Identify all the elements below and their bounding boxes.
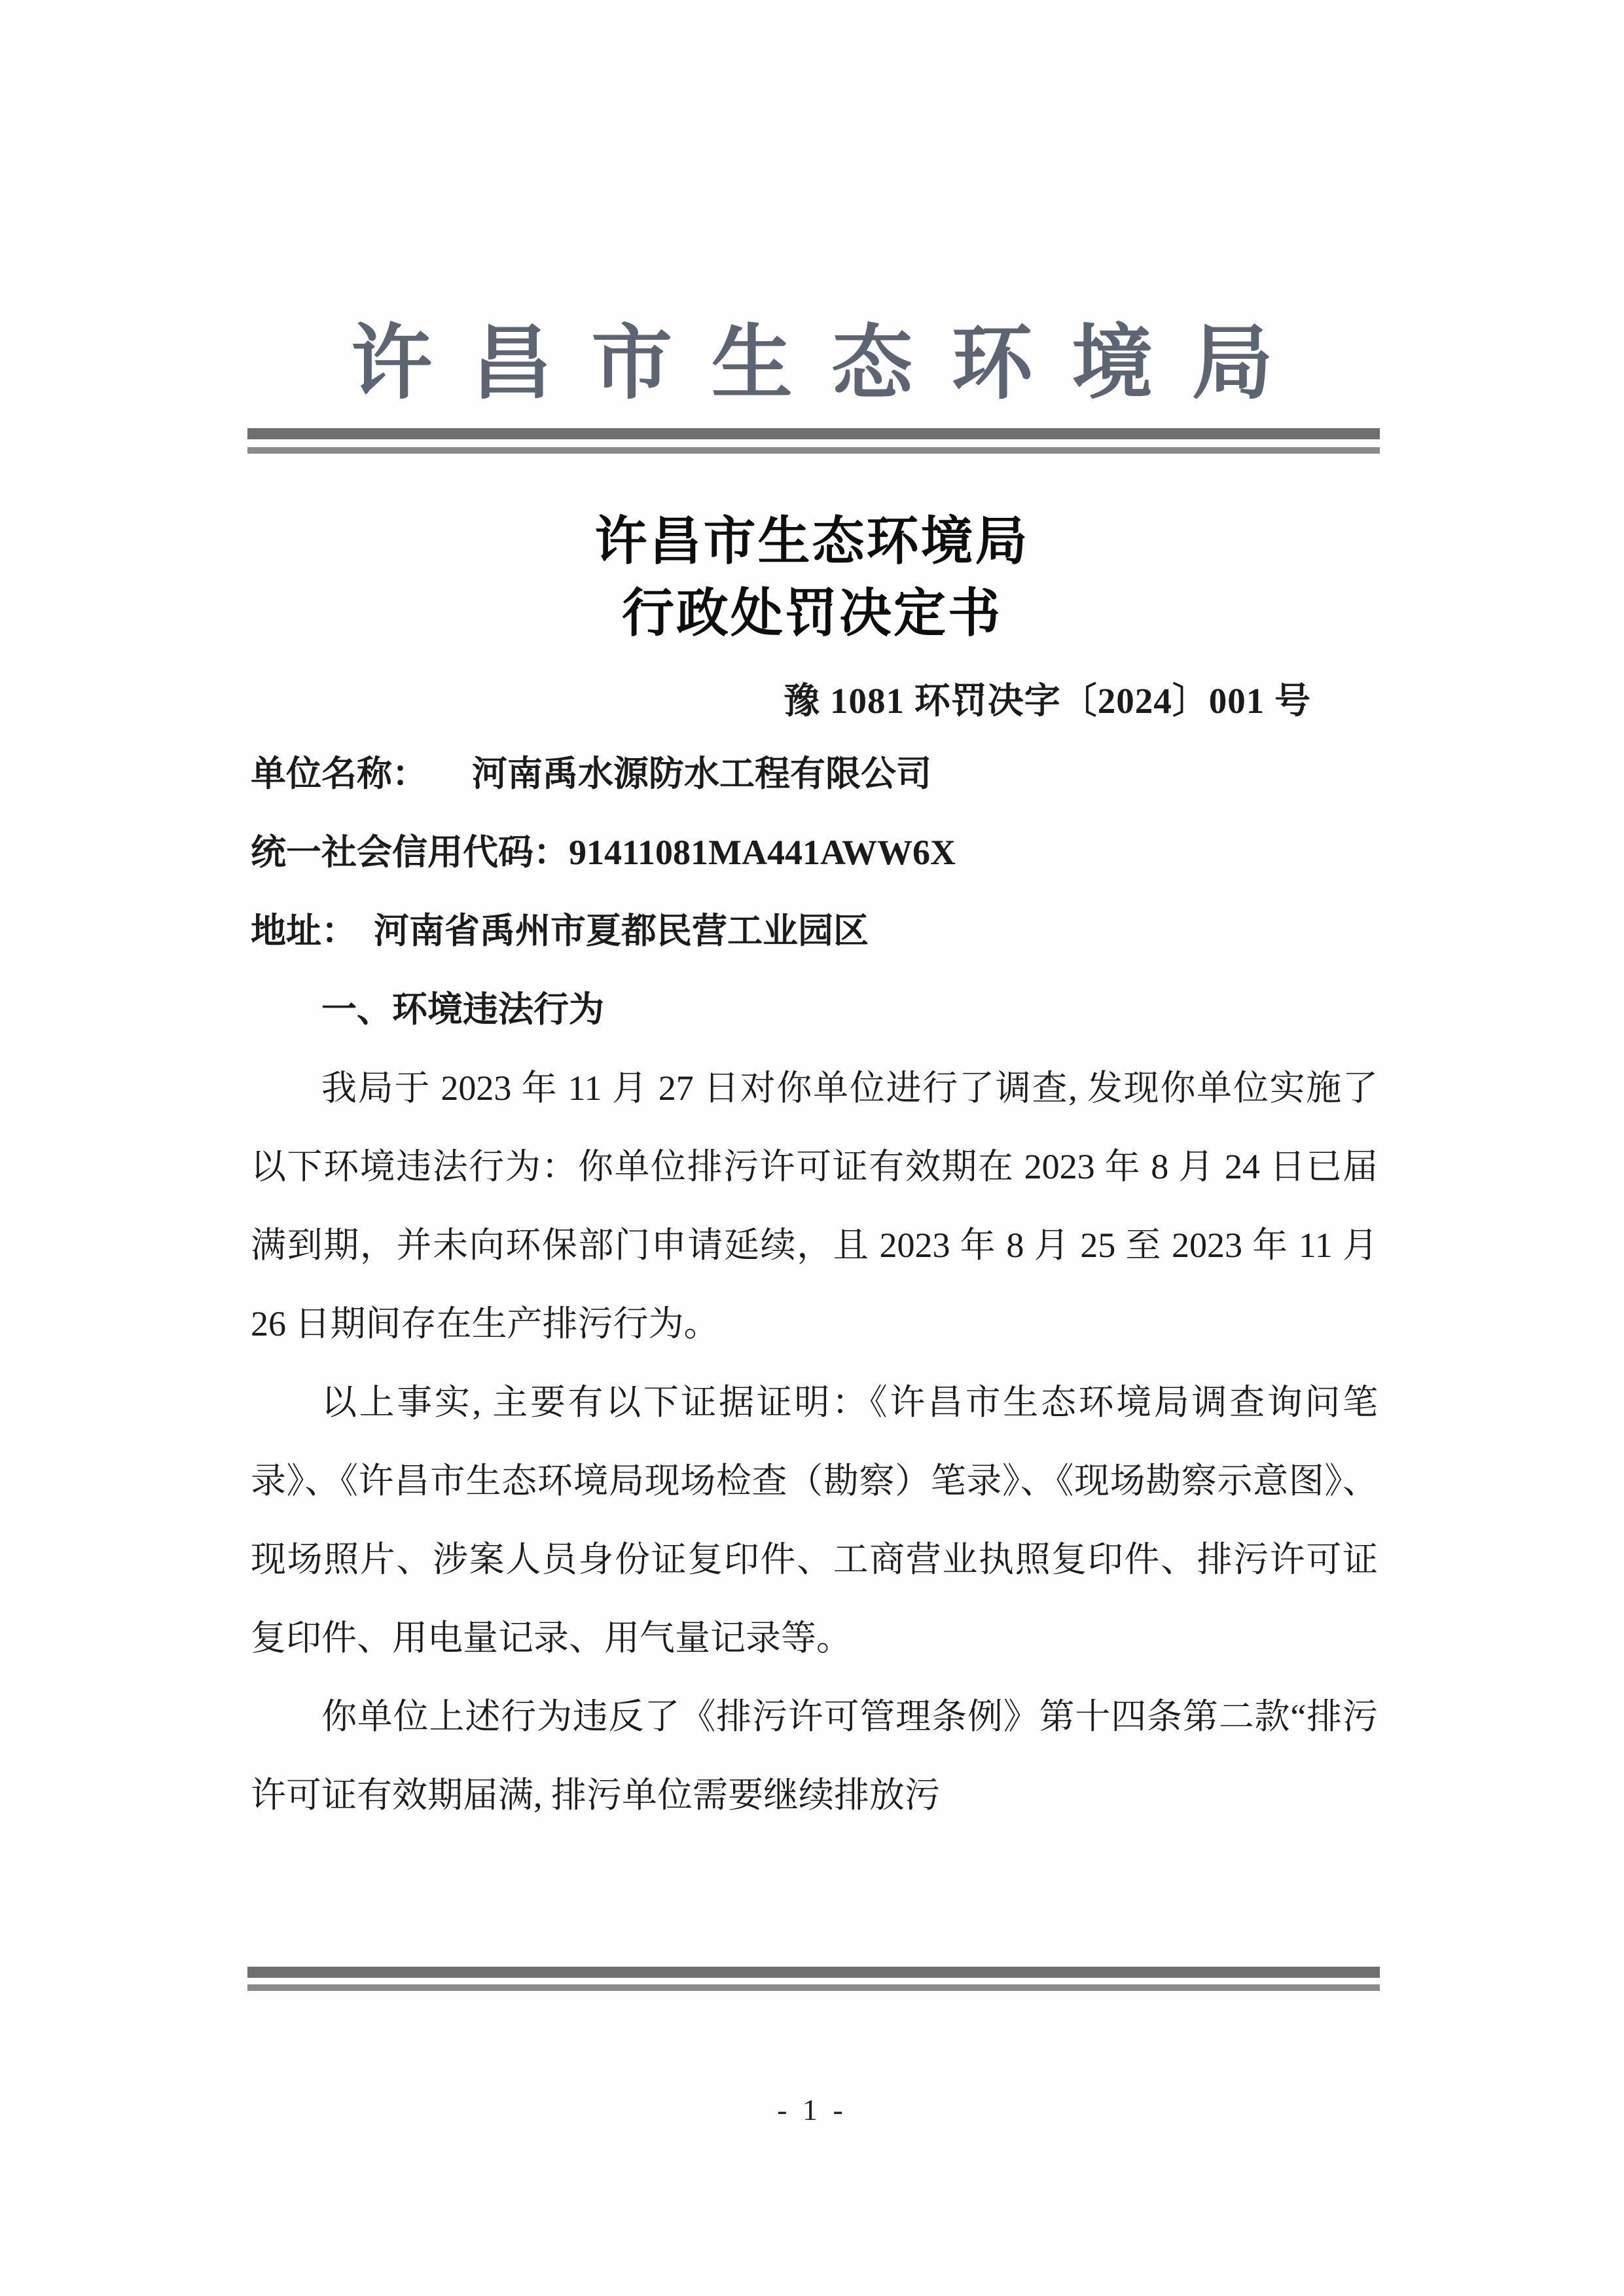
address-label: 地址：: [251, 911, 357, 951]
section-1-heading: 一、环境违法行为: [321, 990, 604, 1029]
document-body: [251, 735, 1378, 1834]
footer-rule-thin: [247, 1984, 1380, 1991]
header-rule-thick: [247, 428, 1380, 439]
header-rule-thin: [247, 447, 1380, 454]
address-value: 河南省禹州市夏都民营工业园区: [374, 911, 869, 951]
footer-rule-thick: [247, 1967, 1380, 1978]
unit-name-label: 单位名称：: [251, 754, 427, 793]
page-number: - 1 -: [777, 2093, 847, 2126]
unit-name-line: [251, 735, 1378, 813]
unit-name-value: 河南禹水源防水工程有限公司: [472, 754, 931, 793]
document-title-line1: 许昌市生态环境局: [594, 512, 1030, 570]
address-line: [251, 892, 1378, 970]
credit-code-value: 91411081MA441AWW6X: [569, 833, 956, 872]
paragraph-evidence-list: 以上事实, 主要有以下证据证明：《许昌市生态环境局调查询问笔录》、《许昌市生态环境局现场检查（勘察）笔录》、《现场勘察示意图》、现场照片、涉案人员身份证复印件、工商营业执照复印件、排污许可证复印件、用电量记录、用气量记录等。: [251, 1383, 1378, 1658]
document-title: [0, 505, 1624, 649]
paragraph-violation-facts: 我局于 2023 年 11 月 27 日对你单位进行了调查, 发现你单位实施了以下环境违法行为：你单位排污许可证有效期在 2023 年 8 月 24 日已届满到期，并未向环保部门申请延续，且 2023 年 8 月 25 至 2023 年 11 月 26 日期间存在生产排污行为。: [251, 1068, 1378, 1343]
paragraph-legal-basis: 你单位上述行为违反了《排污许可管理条例》第十四条第二款“排污许可证有效期届满, 排污单位需要继续排放污: [251, 1697, 1378, 1815]
credit-code-line: [251, 813, 1378, 892]
credit-code-label: 统一社会信用代码：: [251, 833, 569, 872]
letterhead-title: 许昌市生态环境局: [351, 319, 1312, 409]
document-title-line2: 行政处罚决定书: [622, 584, 1002, 642]
document-number: 豫 1081 环罚决字〔2024〕001 号: [784, 681, 1311, 721]
